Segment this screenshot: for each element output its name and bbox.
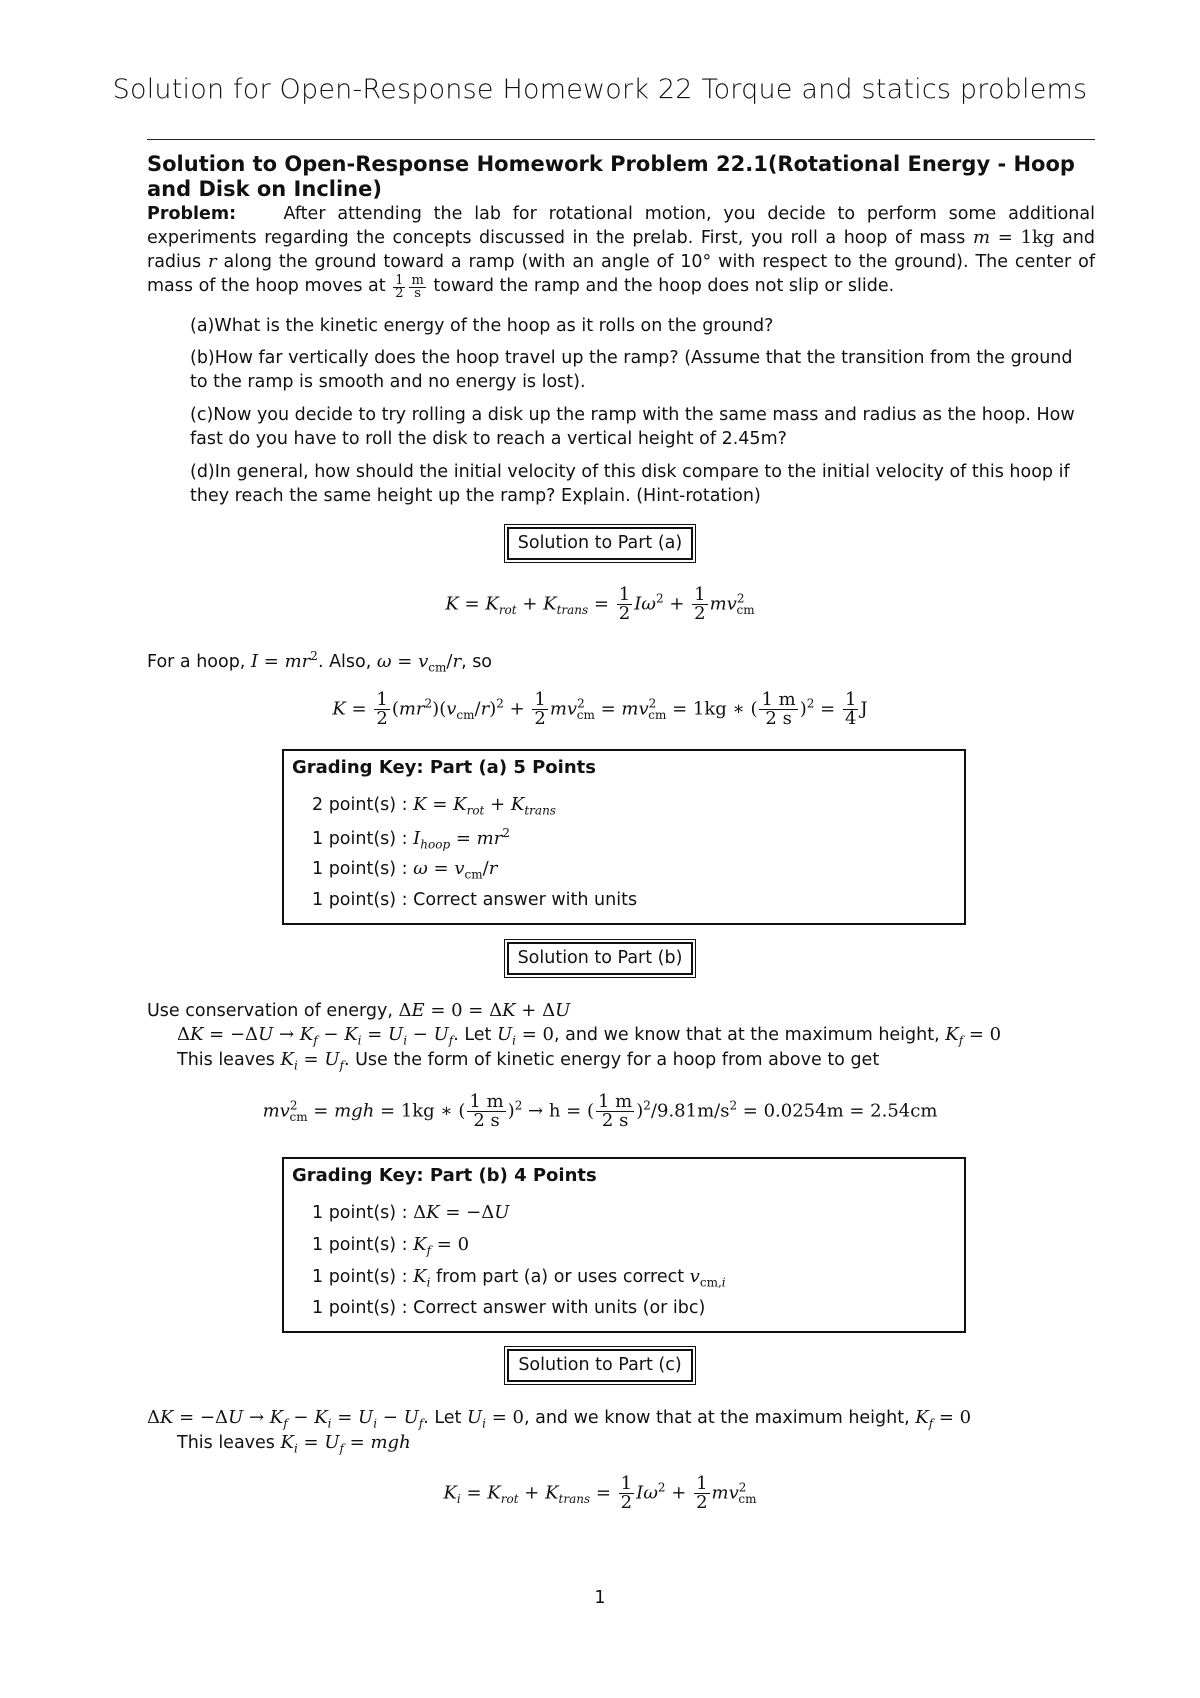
page-number: 1 bbox=[594, 1588, 606, 1608]
part-c-line-2: This leaves $K_i = U_f$ = mgh bbox=[177, 1432, 411, 1456]
equation-a1: $K = K_{rot} + K_{trans}$ = $\frac{1}{2}$ $I\omega^2$ + $\frac{1}{2}$ $mv^2_{cm}$ bbox=[445, 584, 755, 624]
problem-label: Problem: bbox=[147, 204, 237, 224]
grading-key-a bbox=[282, 749, 966, 925]
equation-c1: $K_i = K_{rot} + K_{trans}$ = $\frac{1}{2}$ $I\omega^2$ + $\frac{1}{2}$ $mv^2_{cm}$ bbox=[443, 1473, 757, 1513]
grading-b-row-3: 1 point(s) : $K_i$ from part (a) or uses correct $v_{cm,i}$ bbox=[312, 1266, 726, 1290]
grading-b-row-1: 1 point(s) : ΔK = −ΔU bbox=[312, 1202, 510, 1223]
part-c-line-1: $\Delta K = -\Delta U \to K_f - K_i = U_i - U_f$. Let $U_i = 0$, and we know that at the maximum height, $K_f = 0$ bbox=[147, 1407, 972, 1431]
problem-text-1: After attending the lab for rotational motion, you decide to perform some additional experiments regarding the concepts discussed in the prelab. First, you roll a hoop of mass bbox=[147, 204, 1095, 248]
grading-a-row-1: 2 point(s) : $K = K_{rot} + K_{trans}$ bbox=[312, 794, 556, 818]
question-c: (c)Now you decide to try rolling a disk up the ramp with the same mass and radius as the hoop. How fast do you have to roll the disk to reach a vertical height of 2.45m? bbox=[190, 405, 1075, 449]
solution-a-heading: Solution to Part (a) bbox=[507, 527, 693, 560]
equation-a2: K = $\frac{1}{2}$ $(mr^2)(v_{cm}/r)^2$ + $\frac{1}{2}$ $mv^2_{cm} = mv^2_{cm} = 1kg$ ∗ ( $\frac{1 m}{2 s}$ )$^2$ = $\frac{1}{4}$ J bbox=[332, 689, 868, 729]
solution-a-heading-wrap bbox=[0, 533, 1200, 553]
solution-b-heading: Solution to Part (b) bbox=[507, 942, 694, 975]
conservation-line-2: $\Delta K = -\Delta U \to K_f - K_i = U_i - U_f$. Let $U_i = 0$, and we know that at the maximum height, $K_f = 0$ bbox=[177, 1024, 1002, 1048]
solution-c-heading-wrap bbox=[0, 1355, 1200, 1375]
header-rule bbox=[147, 139, 1095, 140]
problem-statement: Problem: After attending the lab for rotational motion, you decide to perform some additional experiments regarding the concepts discussed in the prelab. First, you roll a hoop of mass m = 1kg and radius r along the ground toward a ramp (with an angle of 10° with respect to the ground). The center of mass of the hoop moves at $\frac{1}{2}$ $\frac{m}{s}$ toward the ramp and the hoop does not slip or slide. bbox=[147, 204, 1095, 301]
grading-a-row-3: 1 point(s) : $\omega = v_{cm}/r$ bbox=[312, 858, 498, 882]
problem-title: Solution to Open-Response Homework Problem 22.1(Rotational Energy - Hoop and Disk on Incline) bbox=[147, 152, 1075, 201]
equation-b1: $mv^2_{cm}$ = mgh = 1kg ∗ ( $\frac{1 m}{2 s}$ )$^2$ → h = ( $\frac{1 m}{2 s}$ )$^2/9.81m/s^2 = 0.0254m = 2.54cm$ bbox=[262, 1091, 938, 1131]
grading-b-row-2: 1 point(s) : $K_f = 0$ bbox=[312, 1234, 470, 1258]
problem-text-2: and radius bbox=[147, 228, 1095, 272]
hoop-text: For a hoop, $I = mr^2$. Also, $\omega = v_{cm}/r$, so bbox=[147, 649, 493, 675]
problem-text-4: toward the ramp and the hoop does not slip or slide. bbox=[433, 276, 895, 296]
page-header: Solution for Open-Response Homework 22 Torque and statics problems bbox=[112, 74, 1088, 105]
problem-text-3: along the ground toward a ramp (with an angle of 10° with respect to the ground). The center of mass of the hoop moves at bbox=[147, 252, 1095, 296]
grading-a-row-4: 1 point(s) : Correct answer with units bbox=[312, 890, 638, 910]
conservation-line-3: This leaves $K_i = U_f$. Use the form of kinetic energy for a hoop from above to get bbox=[177, 1049, 880, 1073]
solution-b-heading-wrap bbox=[0, 948, 1200, 968]
conservation-line-1: Use conservation of energy, ΔE = 0 = ΔK + ΔU bbox=[147, 1000, 571, 1021]
question-d: (d)In general, how should the initial velocity of this disk compare to the initial velocity of this hoop if they reach the same height up the ramp? Explain. (Hint-rotation) bbox=[190, 462, 1070, 506]
grading-a-row-2: 1 point(s) : $I_{hoop} = mr^2$ bbox=[312, 826, 510, 852]
solution-c-heading: Solution to Part (c) bbox=[507, 1349, 692, 1382]
grading-b-row-4: 1 point(s) : Correct answer with units (or ibc) bbox=[312, 1298, 706, 1318]
grading-key-b-title: Grading Key: Part (b) 4 Points bbox=[292, 1165, 597, 1186]
question-a: (a)What is the kinetic energy of the hoop as it rolls on the ground? bbox=[190, 316, 774, 336]
question-b: (b)How far vertically does the hoop travel up the ramp? (Assume that the transition from the ground to the ramp is smooth and no energy is lost). bbox=[190, 348, 1073, 392]
grading-key-b bbox=[282, 1157, 966, 1333]
grading-key-a-title: Grading Key: Part (a) 5 Points bbox=[292, 757, 596, 778]
